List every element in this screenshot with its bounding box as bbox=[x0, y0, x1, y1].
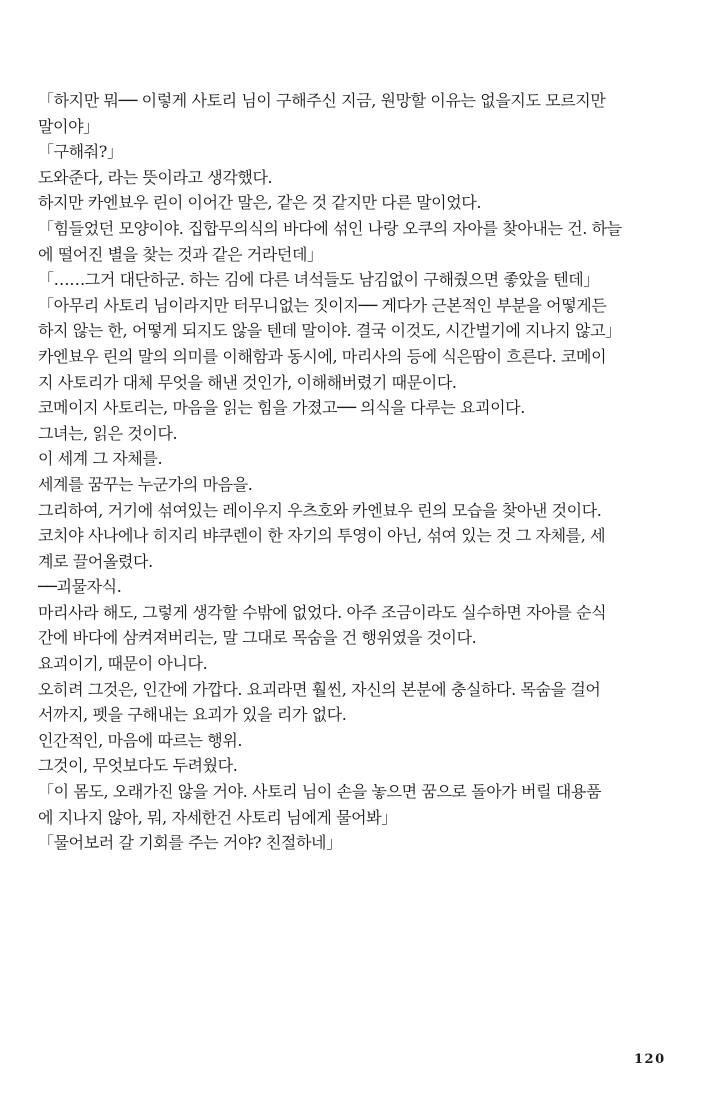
text-line: 「……그거 대단하군. 하는 김에 다른 녀석들도 남김없이 구해줬으면 좋았을 텐데」 bbox=[38, 270, 599, 290]
text-line: ──괴물자식. bbox=[38, 577, 122, 597]
text-line: 서까지, 펫을 구해내는 요괴가 있을 리가 없다. bbox=[38, 705, 347, 725]
page-number: 120 bbox=[634, 1052, 666, 1067]
text-line: 「힘들었던 모양이야. 집합무의식의 바다에 섞인 나랑 오쿠의 자아를 찾아내는 건. 하늘 bbox=[38, 218, 622, 238]
text-line: 말이야」 bbox=[38, 116, 99, 136]
text-line: 하지 않는 한, 어떻게 되지도 않을 텐데 말이야. 결국 이것도, 시간벌기에 지나지 않고」 bbox=[38, 321, 621, 341]
text-line: 지 사토리가 대체 무엇을 해낸 것인가, 이해해버렸기 때문이다. bbox=[38, 372, 457, 392]
text-line: 요괴이기, 때문이 아니다. bbox=[38, 654, 208, 674]
text-line: 카엔뵤우 린의 말의 의미를 이해함과 동시에, 마리사의 등에 식은땀이 흐른다. 코메이 bbox=[38, 346, 607, 366]
text-line: 인간적인, 마음에 따르는 행위. bbox=[38, 730, 243, 750]
text-line: 에 지나지 않아, 뭐, 자세한건 사토리 님에게 물어봐」 bbox=[38, 807, 397, 827]
text-line: 마리사라 해도, 그렇게 생각할 수밖에 없었다. 아주 조금이라도 실수하면 자아를 순식 bbox=[38, 602, 607, 622]
text-line: 「물어보러 갈 기회를 주는 거야? 친절하네」 bbox=[38, 833, 342, 853]
text-line: 그녀는, 읽은 것이다. bbox=[38, 423, 178, 443]
text-line: 에 떨어진 별을 찾는 것과 같은 거라던데」 bbox=[38, 244, 323, 264]
text-line: 「이 몸도, 오래가진 않을 거야. 사토리 님이 손을 놓으면 꿈으로 돌아가 버릴 대용품 bbox=[38, 782, 601, 802]
text-line: 간에 바다에 삼켜져버리는, 말 그대로 목숨을 건 행위였을 것이다. bbox=[38, 628, 477, 648]
text-line: 도와준다, 라는 뜻이라고 생각했다. bbox=[38, 167, 273, 187]
text-line: 세계를 꿈꾸는 누군가의 마음을. bbox=[38, 474, 253, 494]
text-line: 하지만 카엔뵤우 린이 이어간 말은, 같은 것 같지만 다른 말이었다. bbox=[38, 193, 482, 213]
text-line: 그리하여, 거기에 섞여있는 레이우지 우츠호와 카엔뵤우 린의 모습을 찾아낸 것이다. bbox=[38, 500, 602, 520]
text-line: 그것이, 무엇보다도 두려웠다. bbox=[38, 756, 238, 776]
text-line: 코메이지 사토리는, 마음을 읽는 힘을 가졌고── 의식을 다루는 요괴이다. bbox=[38, 398, 525, 418]
text-line: 이 세계 그 자체를. bbox=[38, 449, 163, 469]
text-line: 코치야 사나에나 히지리 뱌쿠렌이 한 자기의 투영이 아닌, 섞여 있는 것 그 자체를, 세 bbox=[38, 526, 606, 546]
text-line: 「하지만 뭐── 이렇게 사토리 님이 구해주신 지금, 원망할 이유는 없을지도 모르지만 bbox=[38, 91, 606, 110]
text-line: 「구해줘?」 bbox=[38, 142, 123, 162]
text-line: 「아무리 사토리 님이라지만 터무니없는 짓이지── 게다가 근본적인 부분을 어떻게든 bbox=[38, 295, 607, 315]
body-text bbox=[38, 88, 690, 856]
text-line: 계로 끌어올렸다. bbox=[38, 551, 153, 571]
text-line: 오히려 그것은, 인간에 가깝다. 요괴라면 훨씬, 자신의 본분에 충실하다. 목숨을 걸어 bbox=[38, 679, 601, 699]
